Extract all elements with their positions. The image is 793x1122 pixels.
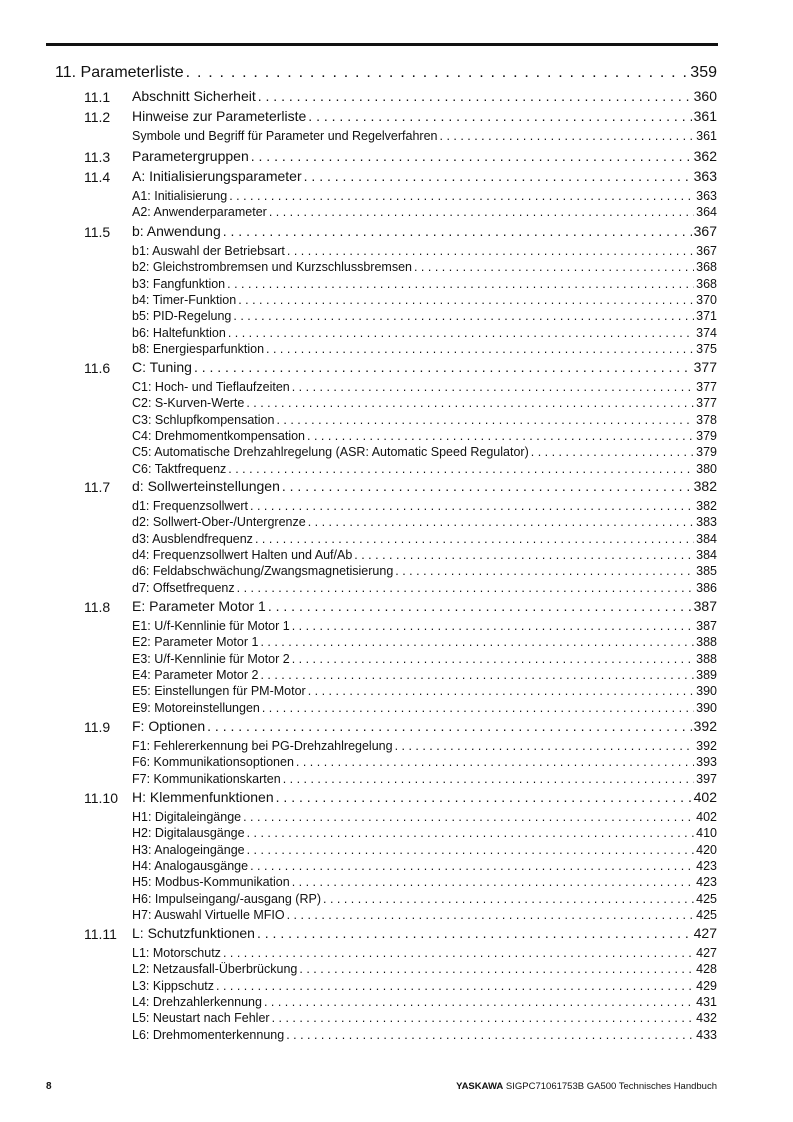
dot-leader	[395, 564, 694, 578]
subsection-title: d1: Frequenzsollwert	[132, 499, 249, 513]
subsection-title: A2: Anwenderparameter	[132, 205, 267, 220]
section-entry[interactable]	[132, 478, 717, 494]
footer-page-number: 8	[46, 1081, 52, 1092]
subsection-page: 386	[696, 580, 717, 595]
subsection-page: 390	[696, 700, 717, 715]
subsection-entry[interactable]	[132, 532, 717, 546]
dot-leader	[228, 462, 694, 476]
subsection-entry[interactable]	[132, 396, 717, 410]
dot-leader	[258, 88, 692, 104]
section-number: 11.5	[84, 224, 111, 240]
dot-leader	[223, 946, 694, 960]
subsection-entry[interactable]	[132, 326, 717, 340]
subsection-title: C5: Automatische Drehzahlregelung (ASR: Automatic Speed Regulator)	[132, 445, 529, 460]
subsection-title: E9: Motoreinstellungen	[132, 700, 260, 715]
section-title: Abschnitt Sicherheit	[132, 88, 256, 104]
dot-leader	[216, 979, 694, 993]
subsection-page: 428	[696, 962, 717, 977]
subsection-entry[interactable]	[132, 429, 717, 443]
section-title: L: Schutzfunktionen	[132, 925, 255, 941]
section-page: 360	[693, 88, 717, 104]
section-title: Hinweise zur Parameterliste	[132, 108, 307, 124]
subsection-entry[interactable]	[132, 462, 717, 476]
section-page: 363	[693, 168, 717, 184]
dot-leader	[268, 598, 692, 614]
section-entry[interactable]	[132, 598, 717, 614]
subsection-title: E2: Parameter Motor 1	[132, 635, 259, 650]
subsection-page: 402	[696, 810, 717, 824]
section-entry[interactable]	[132, 223, 717, 239]
subsection-page: 388	[696, 635, 717, 650]
subsection-title: d2: Sollwert-Ober-/Untergrenze	[132, 515, 306, 530]
dot-leader	[229, 189, 694, 203]
subsection-title: C3: Schlupfkompensation	[132, 412, 275, 427]
subsection-title: H1: Digitaleingänge	[132, 810, 242, 824]
section-page: 362	[693, 148, 717, 164]
section-number: 11.1	[84, 89, 111, 105]
dot-leader	[207, 718, 691, 734]
dot-leader	[308, 684, 694, 698]
dot-leader	[269, 205, 694, 219]
subsection-page: 364	[696, 205, 717, 220]
subsection-title: E4: Parameter Motor 2	[132, 667, 259, 682]
dot-leader	[354, 548, 694, 562]
subsection-entry[interactable]	[132, 962, 717, 976]
subsection-page: 374	[696, 325, 717, 340]
subsection-page: 387	[696, 619, 717, 633]
dot-leader	[292, 652, 694, 666]
subsection-entry[interactable]	[132, 684, 717, 698]
subsection-title: b6: Haltefunktion	[132, 325, 226, 340]
subsection-title: L6: Drehmomenterkennung	[132, 1027, 285, 1042]
dot-leader	[299, 962, 694, 976]
subsection-entry[interactable]	[132, 995, 717, 1009]
subsection-title: L2: Netzausfall-Überbrückung	[132, 962, 298, 977]
subsection-entry[interactable]	[132, 548, 717, 562]
dot-leader	[237, 581, 695, 595]
dot-leader	[308, 515, 694, 529]
subsection-page: 429	[696, 978, 717, 993]
subsection-entry[interactable]	[132, 129, 717, 143]
subsection-page: 385	[696, 564, 717, 579]
section-title: F: Optionen	[132, 718, 206, 734]
subsection-title: C1: Hoch- und Tieflaufzeiten	[132, 380, 290, 394]
subsection-page: 379	[696, 428, 717, 443]
section-title: H: Klemmenfunktionen	[132, 789, 274, 805]
subsection-title: H5: Modbus-Kommunikation	[132, 875, 290, 890]
subsection-title: b8: Energiesparfunktion	[132, 341, 265, 356]
subsection-entry[interactable]	[132, 581, 717, 595]
subsection-entry[interactable]	[132, 205, 717, 219]
subsection-entry[interactable]	[132, 277, 717, 291]
section-entry[interactable]	[132, 88, 717, 104]
section-page: 367	[693, 223, 717, 239]
dot-leader	[276, 789, 692, 805]
subsection-page: 361	[696, 129, 717, 143]
dot-leader	[292, 875, 694, 889]
chapter-page: 359	[690, 64, 717, 81]
dot-leader	[260, 668, 694, 682]
subsection-title: H7: Auswahl Virtuelle MFIO	[132, 907, 285, 922]
subsection-title: E1: U/f-Kennlinie für Motor 1	[132, 619, 290, 633]
chapter-entry[interactable]	[55, 64, 717, 82]
section-title: C: Tuning	[132, 359, 192, 375]
dot-leader	[292, 380, 694, 394]
dot-leader	[247, 826, 695, 840]
footer-brand: YASKAWA	[456, 1081, 504, 1092]
subsection-page: 393	[696, 755, 717, 770]
dot-leader	[238, 293, 694, 307]
subsection-entry[interactable]	[132, 635, 717, 649]
dot-leader	[250, 499, 694, 513]
dot-leader	[246, 396, 694, 410]
subsection-entry[interactable]	[132, 701, 717, 715]
subsection-page: 368	[696, 276, 717, 291]
subsection-entry[interactable]	[132, 619, 717, 633]
subsection-page: 410	[696, 826, 717, 841]
section-entry[interactable]	[132, 168, 717, 184]
footer-doc-info	[456, 1081, 717, 1092]
subsection-page: 397	[696, 771, 717, 786]
subsection-page: 431	[696, 994, 717, 1009]
subsection-entry[interactable]	[132, 859, 717, 873]
section-number: 11.8	[84, 599, 111, 615]
subsection-page: 423	[696, 858, 717, 873]
chapter-title: 11. Parameterliste	[55, 64, 184, 81]
subsection-page: 367	[696, 244, 717, 258]
subsection-entry[interactable]	[132, 908, 717, 922]
section-entry[interactable]	[132, 148, 717, 164]
subsection-title: H2: Digitalausgänge	[132, 826, 245, 841]
subsection-page: 392	[696, 739, 717, 753]
section-title: E: Parameter Motor 1	[132, 598, 266, 614]
subsection-entry[interactable]	[132, 189, 717, 203]
subsection-page: 425	[696, 891, 717, 906]
section-page: 377	[693, 359, 717, 375]
subsection-page: 389	[696, 667, 717, 682]
dot-leader	[255, 532, 694, 546]
section-entry[interactable]	[132, 718, 717, 734]
section-page: 392	[693, 718, 717, 734]
section-number: 11.2	[84, 109, 111, 125]
subsection-title: d7: Offsetfrequenz	[132, 580, 235, 595]
dot-leader	[323, 892, 694, 906]
subsection-entry[interactable]	[132, 1028, 717, 1042]
subsection-title: C6: Taktfrequenz	[132, 461, 227, 476]
subsection-entry[interactable]	[132, 772, 717, 786]
dot-leader	[531, 445, 694, 459]
subsection-title: F7: Kommunikationskarten	[132, 771, 281, 786]
subsection-page: 378	[696, 412, 717, 427]
subsection-page: 368	[696, 260, 717, 275]
footer-doc-title: SIGPC71061753B GA500 Technisches Handbuch	[505, 1081, 717, 1092]
subsection-page: 384	[696, 547, 717, 562]
subsection-page: 363	[696, 189, 717, 203]
dot-leader	[266, 342, 694, 356]
subsection-title: L1: Motorschutz	[132, 946, 221, 960]
subsection-entry[interactable]	[132, 843, 717, 857]
section-page: 387	[693, 598, 717, 614]
dot-leader	[250, 859, 694, 873]
subsection-title: C2: S-Kurven-Werte	[132, 396, 245, 411]
subsection-page: 383	[696, 515, 717, 530]
subsection-title: H4: Analogausgänge	[132, 858, 249, 873]
subsection-page: 388	[696, 651, 717, 666]
subsection-entry[interactable]	[132, 979, 717, 993]
subsection-page: 371	[696, 309, 717, 324]
subsection-title: E3: U/f-Kennlinie für Motor 2	[132, 651, 290, 666]
subsection-title: d3: Ausblendfrequenz	[132, 531, 253, 546]
subsection-title: H6: Impulseingang/-ausgang (RP)	[132, 891, 321, 906]
subsection-entry[interactable]	[132, 380, 717, 394]
subsection-title: L3: Kippschutz	[132, 978, 214, 993]
subsection-title: b2: Gleichstrombremsen und Kurzschlussbremsen	[132, 260, 412, 275]
dot-leader	[186, 64, 689, 82]
subsection-page: 375	[696, 341, 717, 356]
subsection-entry[interactable]	[132, 946, 717, 960]
subsection-entry[interactable]	[132, 260, 717, 274]
section-title: A: Initialisierungsparameter	[132, 168, 302, 184]
subsection-title: F1: Fehlererkennung bei PG-Drehzahlregelung	[132, 739, 393, 753]
subsection-title: H3: Analogeingänge	[132, 842, 245, 857]
subsection-entry[interactable]	[132, 413, 717, 427]
subsection-page: 382	[696, 499, 717, 513]
section-number: 11.4	[84, 169, 111, 185]
subsection-entry[interactable]	[132, 342, 717, 356]
section-title: b: Anwendung	[132, 223, 221, 239]
header-rule	[46, 43, 718, 46]
subsection-title: b1: Auswahl der Betriebsart	[132, 244, 285, 258]
dot-leader	[440, 129, 695, 143]
section-number: 11.10	[84, 790, 118, 806]
subsection-title: d4: Frequenzsollwert Halten und Auf/Ab	[132, 547, 353, 562]
subsection-page: 379	[696, 445, 717, 460]
subsection-title: b3: Fangfunktion	[132, 276, 226, 291]
section-page: 382	[693, 478, 717, 494]
dot-leader	[227, 277, 694, 291]
section-page: 427	[693, 925, 717, 941]
dot-leader	[283, 772, 694, 786]
subsection-entry[interactable]	[132, 1011, 717, 1025]
subsection-page: 384	[696, 531, 717, 546]
subsection-entry[interactable]	[132, 892, 717, 906]
subsection-entry[interactable]	[132, 499, 717, 513]
dot-leader	[264, 995, 694, 1009]
subsection-title: A1: Initialisierung	[132, 189, 228, 203]
dot-leader	[296, 755, 694, 769]
dot-leader	[308, 108, 691, 124]
subsection-title: Symbole und Begriff für Parameter und Regelverfahren	[132, 129, 438, 143]
dot-leader	[287, 908, 695, 922]
subsection-entry[interactable]	[132, 293, 717, 307]
subsection-title: E5: Einstellungen für PM-Motor	[132, 684, 306, 699]
section-entry[interactable]	[132, 359, 717, 375]
section-number: 11.9	[84, 719, 111, 735]
subsection-entry[interactable]	[132, 652, 717, 666]
dot-leader	[251, 148, 692, 164]
subsection-entry[interactable]	[132, 739, 717, 753]
subsection-title: b5: PID-Regelung	[132, 309, 232, 324]
section-entry[interactable]	[132, 789, 717, 805]
subsection-entry[interactable]	[132, 564, 717, 578]
subsection-title: C4: Drehmomentkompensation	[132, 428, 305, 443]
subsection-entry[interactable]	[132, 668, 717, 682]
section-page: 361	[693, 108, 717, 124]
subsection-page: 380	[696, 461, 717, 476]
dot-leader	[262, 701, 694, 715]
dot-leader	[395, 739, 695, 753]
dot-leader	[287, 244, 694, 258]
subsection-page: 425	[696, 907, 717, 922]
section-title: d: Sollwerteinstellungen	[132, 478, 280, 494]
dot-leader	[260, 635, 694, 649]
subsection-entry[interactable]	[132, 875, 717, 889]
dot-leader	[272, 1011, 695, 1025]
subsection-page: 420	[696, 842, 717, 857]
subsection-entry[interactable]	[132, 445, 717, 459]
section-number: 11.6	[84, 360, 111, 376]
subsection-entry[interactable]	[132, 515, 717, 529]
subsection-page: 433	[696, 1027, 717, 1042]
dot-leader	[304, 168, 692, 184]
subsection-page: 423	[696, 875, 717, 890]
section-number: 11.7	[84, 479, 111, 495]
dot-leader	[414, 260, 694, 274]
dot-leader	[292, 619, 694, 633]
subsection-page: 427	[696, 946, 717, 960]
subsection-title: d6: Feldabschwächung/Zwangsmagnetisierung	[132, 564, 394, 579]
dot-leader	[247, 843, 695, 857]
subsection-title: L5: Neustart nach Fehler	[132, 1011, 270, 1026]
section-title: Parametergruppen	[132, 148, 249, 164]
dot-leader	[243, 810, 694, 824]
section-entry[interactable]	[132, 925, 717, 941]
dot-leader	[276, 413, 694, 427]
section-page: 402	[693, 789, 717, 805]
subsection-title: F6: Kommunikationsoptionen	[132, 755, 294, 770]
subsection-entry[interactable]	[132, 810, 717, 824]
dot-leader	[223, 223, 692, 239]
subsection-entry[interactable]	[132, 826, 717, 840]
subsection-page: 432	[696, 1011, 717, 1026]
subsection-page: 377	[696, 396, 717, 411]
subsection-page: 370	[696, 292, 717, 307]
dot-leader	[286, 1028, 694, 1042]
dot-leader	[194, 359, 692, 375]
subsection-title: L4: Drehzahlerkennung	[132, 994, 262, 1009]
dot-leader	[282, 478, 692, 494]
subsection-page: 390	[696, 684, 717, 699]
section-number: 11.3	[84, 149, 111, 165]
section-entry[interactable]	[132, 108, 717, 124]
dot-leader	[257, 925, 692, 941]
subsection-title: b4: Timer-Funktion	[132, 292, 237, 307]
dot-leader	[307, 429, 694, 443]
subsection-entry[interactable]	[132, 755, 717, 769]
subsection-page: 377	[696, 380, 717, 394]
subsection-entry[interactable]	[132, 244, 717, 258]
dot-leader	[228, 326, 694, 340]
section-number: 11.11	[84, 926, 117, 942]
subsection-entry[interactable]	[132, 309, 717, 323]
dot-leader	[233, 309, 694, 323]
